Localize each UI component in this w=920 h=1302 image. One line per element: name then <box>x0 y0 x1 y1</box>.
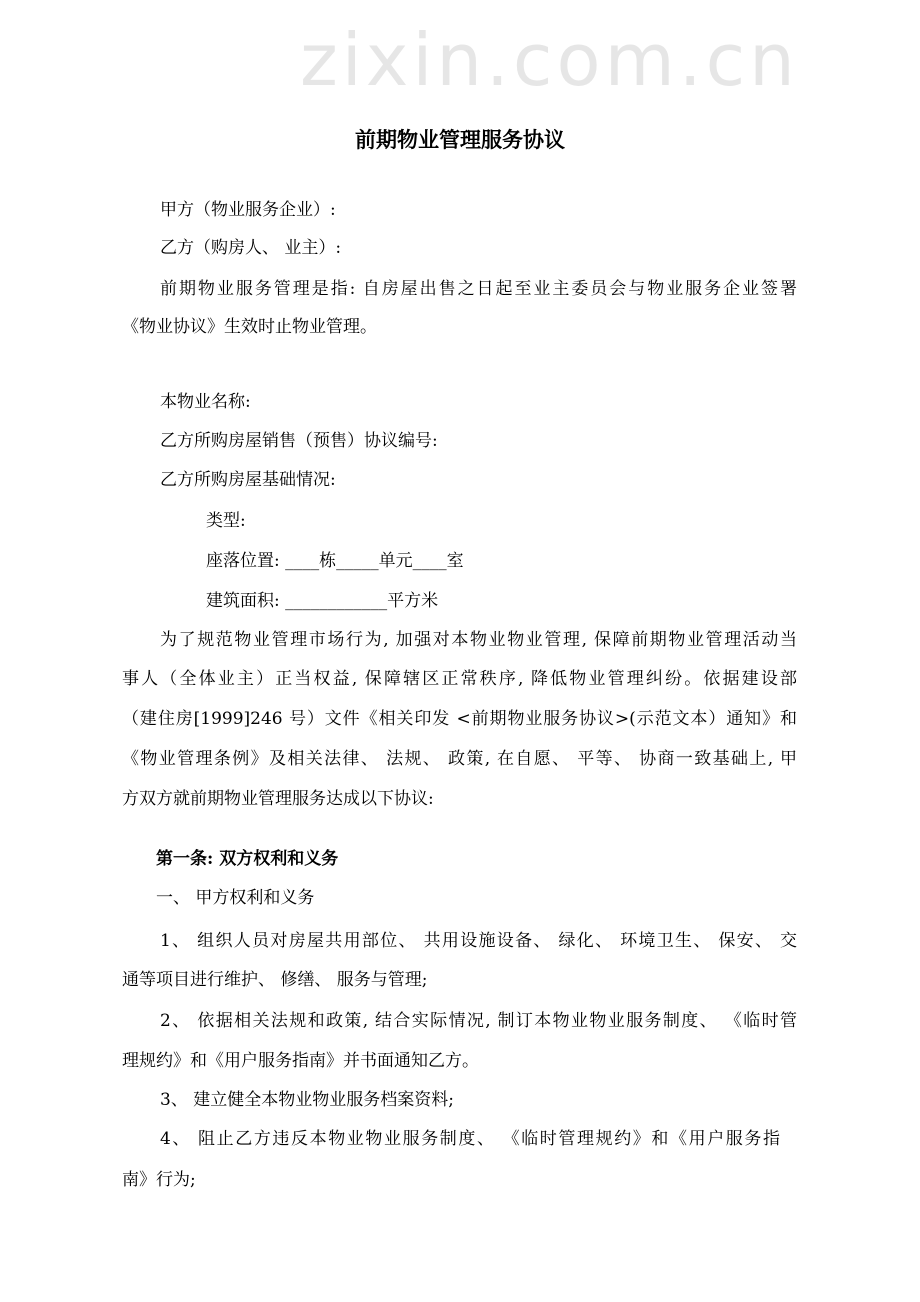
preamble-line-4: 《物业管理条例》及相关法律、 法规、 政策, 在自愿、 平等、 协商一致基础上, 甲 <box>122 749 797 769</box>
item-4-line-2: 南》行为; <box>122 1170 196 1190</box>
location-line: 座落位置: ____栋_____单元____室 <box>206 551 464 571</box>
section-1-heading: 一、 甲方权利和义务 <box>156 888 315 908</box>
item-1-line-1: 1、 组织人员对房屋共用部位、 共用设施设备、 绿化、 环境卫生、 保安、 交 <box>160 931 797 951</box>
contract-number-line: 乙方所购房屋销售（预售）协议编号: <box>160 431 438 451</box>
preamble-line-1: 为了规范物业管理市场行为, 加强对本物业物业管理, 保障前期物业管理活动当 <box>160 630 797 650</box>
article-1-heading: 第一条: 双方权利和义务 <box>156 849 339 869</box>
item-2-line-1: 2、 依据相关法规和政策, 结合实际情况, 制订本物业物业服务制度、 《临时管 <box>160 1011 797 1031</box>
watermark: zixin.com.cn <box>300 18 799 102</box>
item-4-line-1: 4、 阻止乙方违反本物业物业服务制度、 《临时管理规约》和《用户服务指 <box>160 1129 780 1149</box>
type-line: 类型: <box>206 511 246 531</box>
item-2-line-2: 理规约》和《用户服务指南》并书面通知乙方。 <box>122 1051 479 1071</box>
preamble-line-3: （建住房[1999]246 号）文件《相关印发 <前期物业服务协议>(示范文本）通知》和 <box>122 709 797 729</box>
item-1-line-2: 通等项目进行维护、 修缮、 服务与管理; <box>122 970 428 990</box>
area-line: 建筑面积: ____________平方米 <box>206 591 439 611</box>
definition-line-2: 《物业协议》生效时止物业管理。 <box>122 317 377 337</box>
basic-info-line: 乙方所购房屋基础情况: <box>160 470 336 490</box>
party-a-line: 甲方（物业服务企业）: <box>160 200 336 220</box>
document-title: 前期物业管理服务协议 <box>355 128 565 152</box>
preamble-line-5: 方双方就前期物业管理服务达成以下协议: <box>122 789 434 809</box>
preamble-line-2: 事人（全体业主）正当权益, 保障辖区正常秩序, 降低物业管理纠纷。依据建设部 <box>122 669 797 689</box>
item-3-line-1: 3、 建立健全本物业物业服务档案资料; <box>160 1090 454 1110</box>
party-b-line: 乙方（购房人、 业主）: <box>160 238 342 258</box>
definition-line-1: 前期物业服务管理是指: 自房屋出售之日起至业主委员会与物业服务企业签署 <box>160 279 797 299</box>
property-name-line: 本物业名称: <box>160 392 251 412</box>
